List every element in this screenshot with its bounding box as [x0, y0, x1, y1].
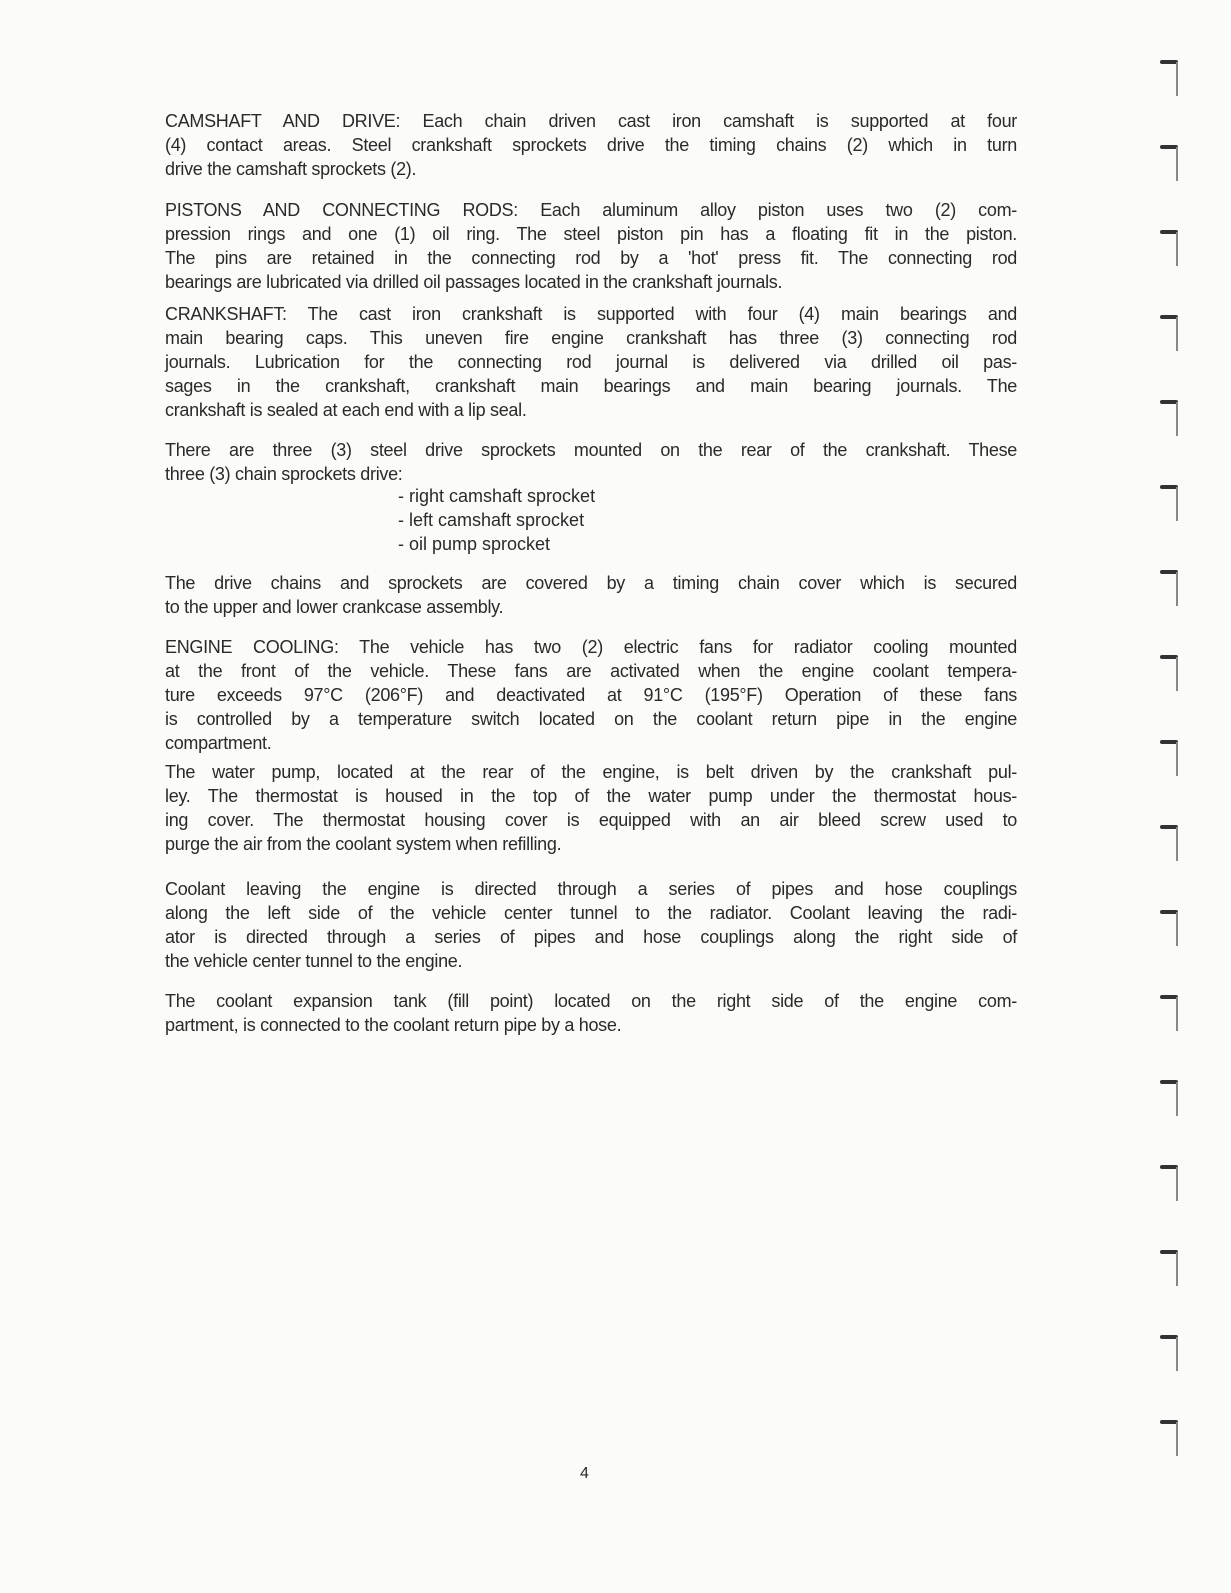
page-number: 4	[580, 1465, 589, 1482]
text-line: (4) contact areas. Steel crankshaft sprockets drive the timing chains (2) which in turn	[165, 135, 1017, 155]
text-line: ley. The thermostat is housed in the top of the water pump under the thermostat hous-	[165, 786, 1017, 806]
paragraph	[165, 760, 1017, 856]
text-line: The pins are retained in the connecting rod by a 'hot' press fit. The connecting rod	[165, 248, 1017, 268]
text-line: The water pump, located at the rear of the engine, is belt driven by the crankshaft pul-	[165, 762, 1017, 782]
binding-ring-mark	[1160, 1080, 1184, 1088]
binding-ring-mark	[1160, 1335, 1184, 1343]
text-line: sages in the crankshaft, crankshaft main bearings and main bearing journals. The	[165, 376, 1017, 396]
text-line: main bearing caps. This uneven fire engine crankshaft has three (3) connecting rod	[165, 328, 1017, 348]
binding-ring-mark	[1160, 995, 1184, 1003]
text-line: journals. Lubrication for the connecting rod journal is delivered via drilled oil pas-	[165, 352, 1017, 372]
binding-ring-mark	[1160, 570, 1184, 578]
text-line: purge the air from the coolant system when refilling.	[165, 834, 562, 854]
binding-ring-mark	[1160, 315, 1184, 323]
binding-ring-mark	[1160, 60, 1184, 68]
binding-ring-mark	[1160, 230, 1184, 238]
text-line: partment, is connected to the coolant return pipe by a hose.	[165, 1015, 622, 1035]
text-line: is controlled by a temperature switch located on the coolant return pipe in the engine	[165, 709, 1017, 729]
binding-ring-mark	[1160, 400, 1184, 408]
text-line: drive the camshaft sprockets (2).	[165, 159, 417, 179]
paragraph	[165, 635, 1017, 755]
list-item: - oil pump sprocket	[398, 534, 551, 554]
text-line: compartment.	[165, 733, 272, 753]
binding-ring-mark	[1160, 1165, 1184, 1173]
text-line: the vehicle center tunnel to the engine.	[165, 951, 463, 971]
list-item: - left camshaft sprocket	[398, 510, 585, 530]
binding-ring-mark	[1160, 485, 1184, 493]
text-line: to the upper and lower crankcase assembly.	[165, 597, 504, 617]
text-line: ing cover. The thermostat housing cover is equipped with an air bleed screw used to	[165, 810, 1017, 830]
text-line: PISTONS AND CONNECTING RODS: Each aluminum alloy piston uses two (2) com-	[165, 200, 1017, 220]
text-line: The drive chains and sprockets are covered by a timing chain cover which is secured	[165, 573, 1017, 593]
text-line: ENGINE COOLING: The vehicle has two (2) electric fans for radiator cooling mounted	[165, 637, 1017, 657]
text-line: at the front of the vehicle. These fans are activated when the engine coolant tempera-	[165, 661, 1017, 681]
list-item: - right camshaft sprocket	[398, 486, 596, 506]
binding-ring-mark	[1160, 1250, 1184, 1258]
text-line: pression rings and one (1) oil ring. The steel piston pin has a floating fit in the piston.	[165, 224, 1017, 244]
paragraph	[165, 438, 1017, 486]
paragraph	[165, 989, 1017, 1037]
text-line: CAMSHAFT AND DRIVE: Each chain driven cast iron camshaft is supported at four	[165, 111, 1017, 131]
paragraph	[165, 571, 1017, 619]
text-line: along the left side of the vehicle center tunnel to the radiator. Coolant leaving the radi-	[165, 903, 1017, 923]
binding-ring-mark	[1160, 1420, 1184, 1428]
binding-ring-mark	[1160, 740, 1184, 748]
text-line: ture exceeds 97°C (206°F) and deactivated at 91°C (195°F) Operation of these fans	[165, 685, 1017, 705]
text-line: crankshaft is sealed at each end with a lip seal.	[165, 400, 527, 420]
text-line: bearings are lubricated via drilled oil passages located in the crankshaft journals.	[165, 272, 783, 292]
binding-ring-mark	[1160, 910, 1184, 918]
text-line: There are three (3) steel drive sprockets mounted on the rear of the crankshaft. These	[165, 440, 1017, 460]
text-line: three (3) chain sprockets drive:	[165, 464, 403, 484]
text-line: Coolant leaving the engine is directed through a series of pipes and hose couplings	[165, 879, 1017, 899]
paragraph	[165, 198, 1017, 294]
sprocket-list	[398, 484, 595, 556]
paragraph	[165, 109, 1017, 181]
text-line: ator is directed through a series of pipes and hose couplings along the right side of	[165, 927, 1017, 947]
paragraph	[165, 302, 1017, 422]
binding-ring-mark	[1160, 145, 1184, 153]
text-line: The coolant expansion tank (fill point) located on the right side of the engine com-	[165, 991, 1017, 1011]
binding-ring-mark	[1160, 825, 1184, 833]
binding-ring-mark	[1160, 655, 1184, 663]
paragraph	[165, 877, 1017, 973]
text-line: CRANKSHAFT: The cast iron crankshaft is supported with four (4) main bearings and	[165, 304, 1017, 324]
